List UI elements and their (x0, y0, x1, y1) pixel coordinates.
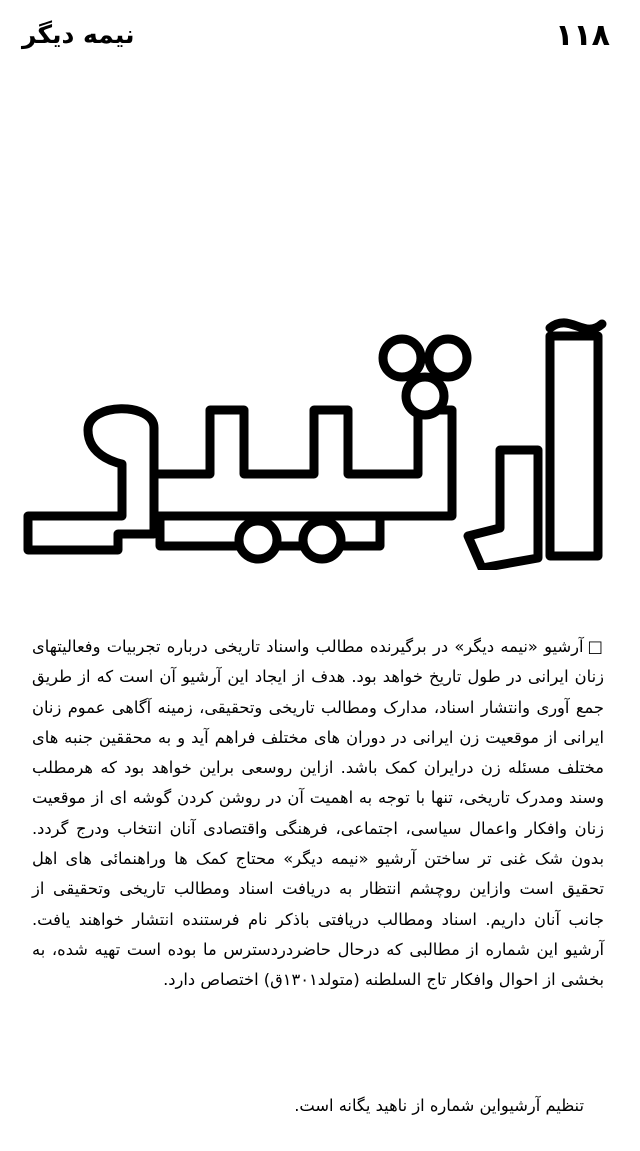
running-title: نیمه دیگر (22, 20, 135, 49)
archive-paragraph (32, 632, 604, 996)
paragraph-text: آرشیو «نیمه دیگر» در برگیرنده مطالب واسناد تاریخی درباره تجربیات وفعالیتهای زنان ایرانی در طول تاریخ خواهد بود. هدف از ایجاد این آرشیو آن است که از طریق جمع آوری وانتشار اسناد، مدارک ومطالب تاریخی وتحقیقی، زمینه آگاهی عموم زنان ایرانی از موقعیت زن ایرانی در دوران های مختلف فراهم آید و به محققین جنبه های مختلف مسئله زن درایران کمک باشد. ازاین روسعی براین خواهد بود که هرمطلب وسند ومدرک تاریخی، تنها با توجه به اهمیت آن در روشن کردن گوشه ای از موقعیت زنان وافکار واعمال سیاسی، اجتماعی، فرهنگی واقتصادی آنان انتخاب ودرج گردد. بدون شک غنی تر ساختن آرشیو «نیمه دیگر» محتاج کمک ها وراهنمائی های اهل تحقیق است وازاین روچشم انتظار به دریافت اسناد ومطالب تاریخی وتحقیقی از جانب آنان داریم. اسناد ومطالب دریافتی باذکر نام فرستنده انتشار خواهند یافت. آرشیو این شماره از مطالبی که درحال حاضردردسترس ما بوده است تهیه شده، به بخشی از احوال وافکار تاج السلطنه (متولد۱۳۰۱ق) اختصاص دارد. (32, 637, 604, 990)
page-number: ۱۱۸ (555, 18, 610, 53)
archive-logo (22, 318, 614, 570)
page-header (22, 18, 610, 62)
bullet-square-icon: □ (587, 637, 604, 656)
credit-line: تنظیم آرشیواین شماره از ناهید یگانه است. (294, 1096, 584, 1115)
